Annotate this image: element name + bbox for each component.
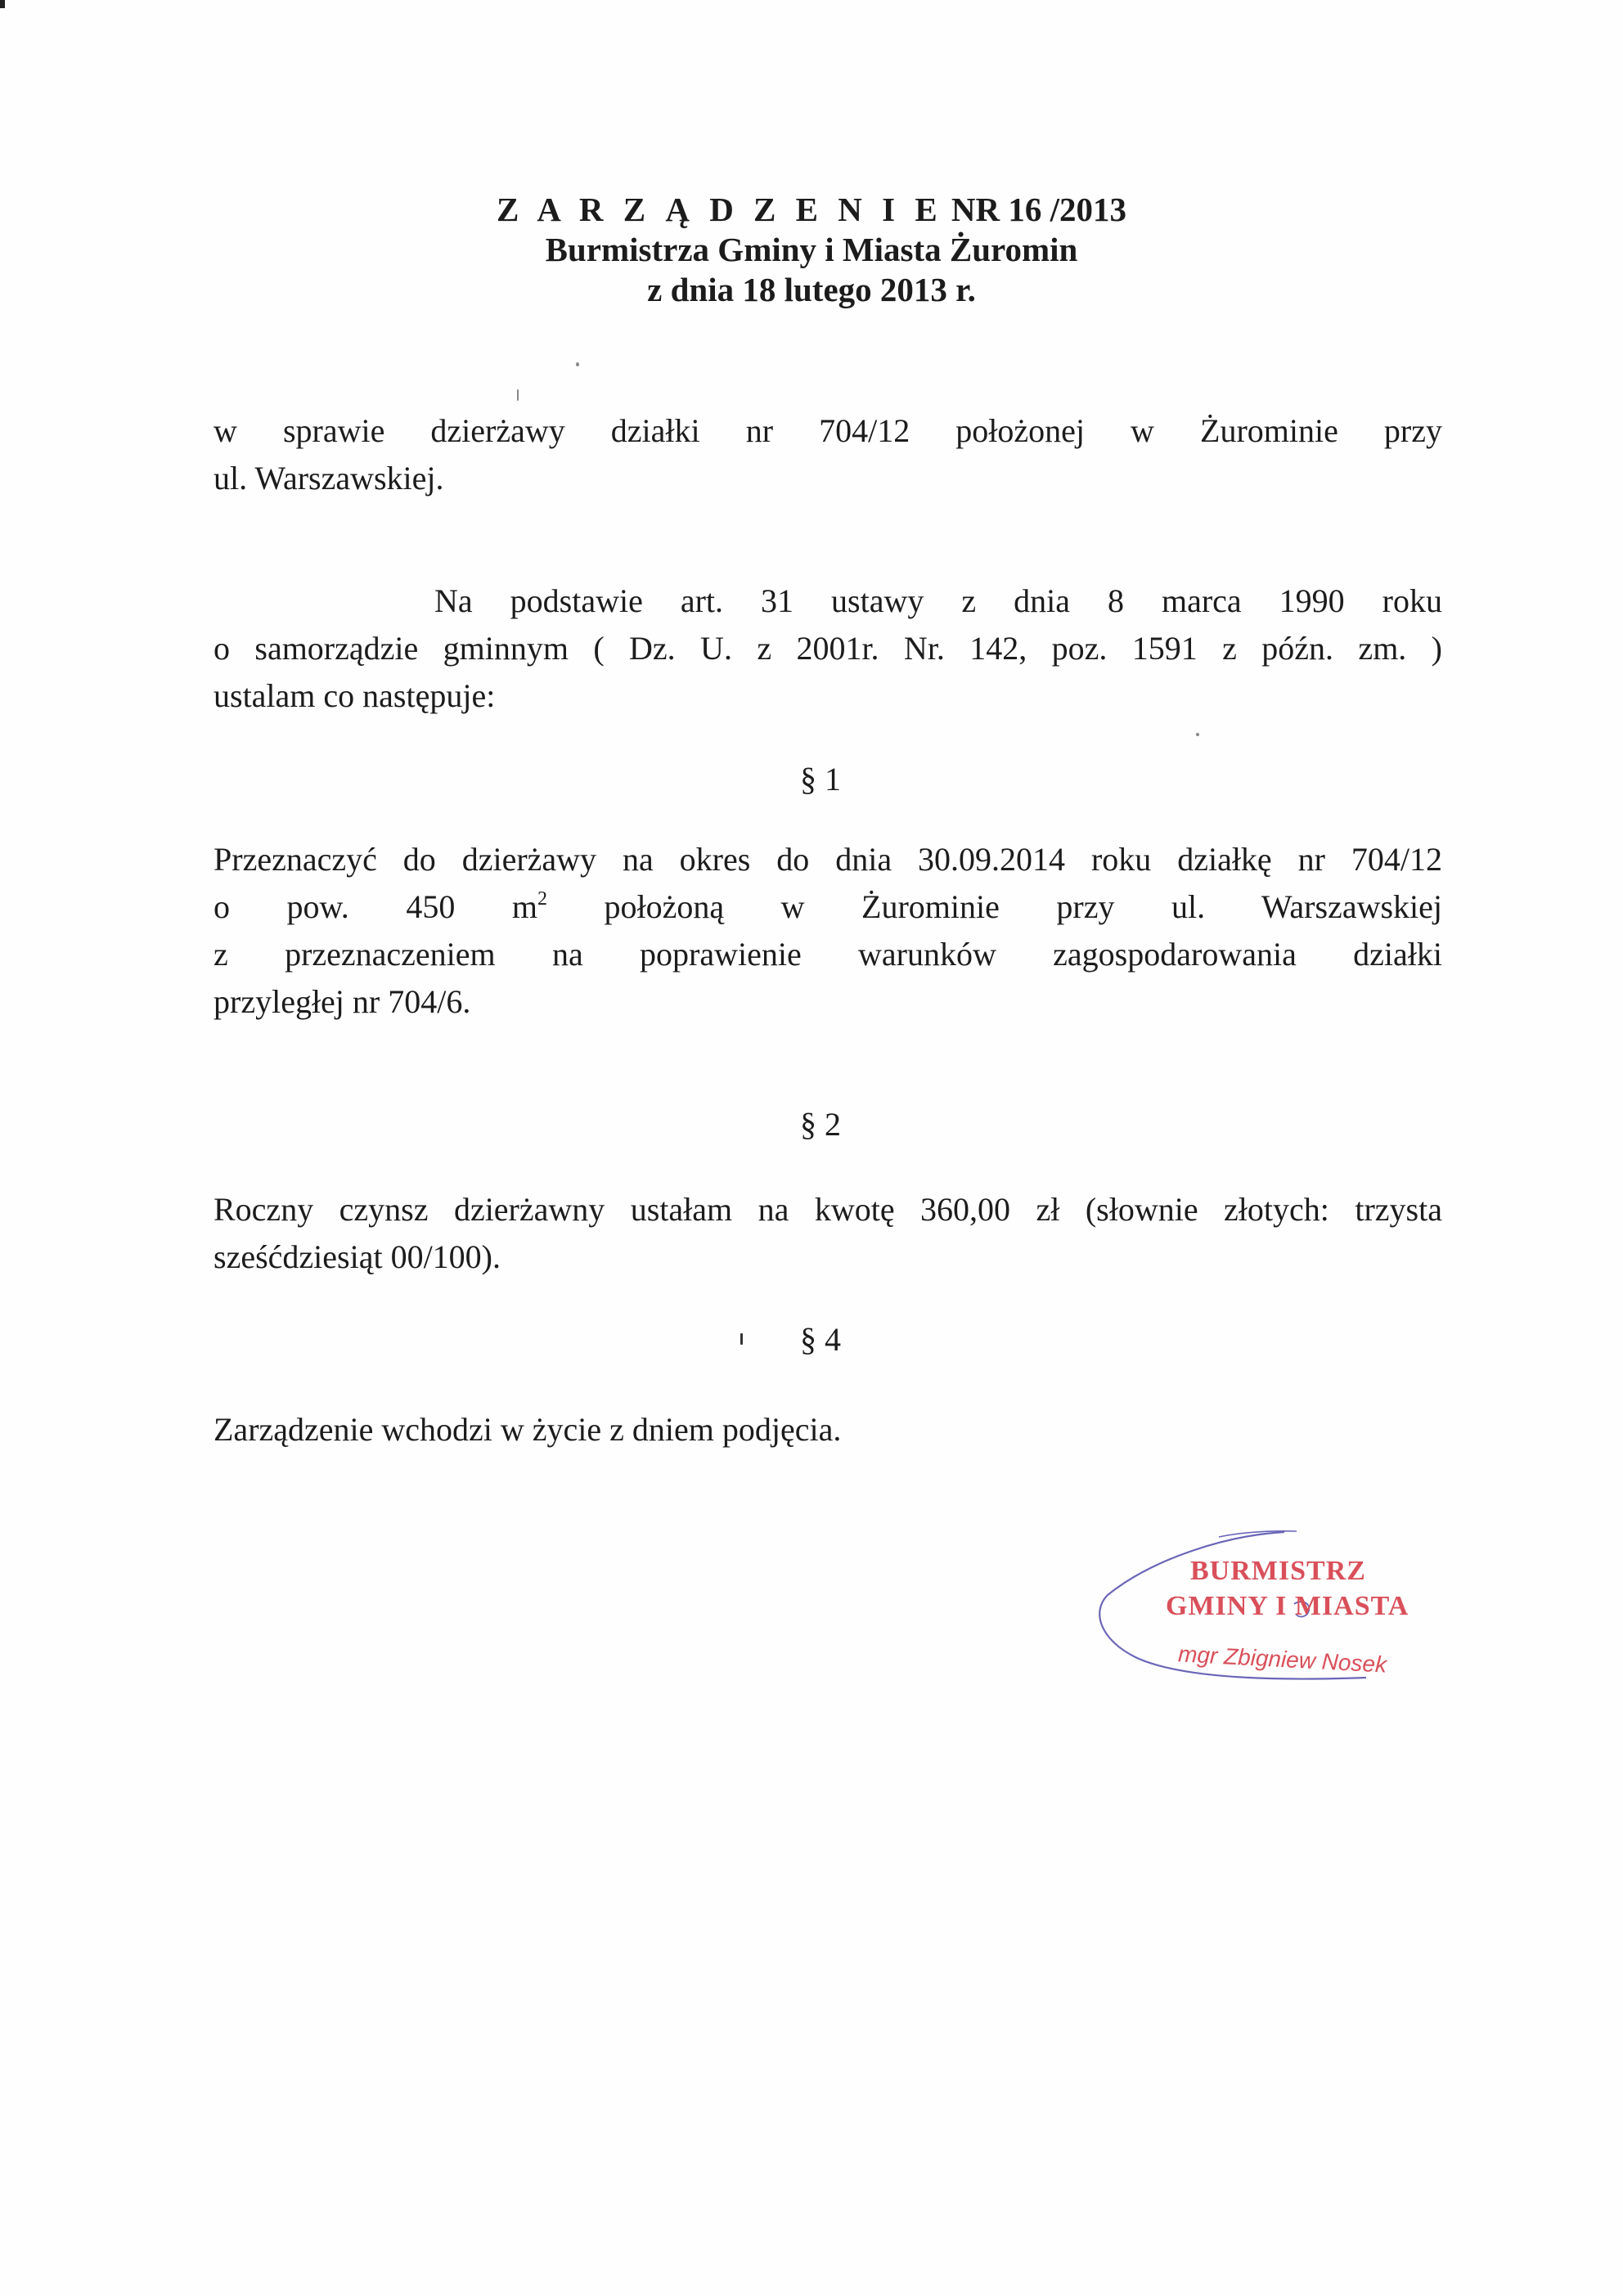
superscript-2: 2 — [537, 888, 547, 910]
legal-basis-line-3: ustalam co następuje: — [214, 677, 496, 714]
area-text: o pow. 450 m — [214, 888, 537, 925]
document-header — [0, 190, 1623, 310]
stamp-office: GMINY I MIASTA — [1166, 1591, 1409, 1621]
subject-line-2: ul. Warszawskiej. — [214, 460, 444, 496]
section-2-body — [214, 1186, 1442, 1281]
stamp-signatory: mgr Zbigniew Nosek — [1177, 1641, 1387, 1678]
section-1-line-4: przyległej nr 704/6. — [214, 983, 471, 1020]
section-1-line-3: z przeznaczeniem na poprawienie warunków zagospodarowania działki — [214, 936, 1442, 973]
section-mark-4: § 4 — [800, 1321, 841, 1358]
scan-speck — [517, 389, 519, 401]
section-2-line-2: sześćdziesiąt 00/100). — [214, 1238, 501, 1275]
section-4-line-1: Zarządzenie wchodzi w życie z dniem podjęcia. — [214, 1411, 842, 1448]
document-title — [0, 190, 1623, 230]
scan-speck — [1196, 733, 1199, 736]
legal-basis-paragraph — [214, 577, 1442, 720]
section-mark-2: § 2 — [800, 1106, 841, 1143]
signature-graphic — [1096, 1525, 1440, 1722]
official-stamp — [1096, 1525, 1440, 1722]
section-1-line-1: Przeznaczyć do dzierżawy na okres do dnia 30.09.2014 roku działkę nr 704/12 — [214, 841, 1442, 878]
section-1-line-2 — [214, 883, 1442, 931]
subject-paragraph — [214, 407, 1442, 502]
stamp-title: BURMISTRZ — [1190, 1556, 1366, 1586]
scan-speck — [576, 362, 579, 366]
legal-basis-line-1: Na podstawie art. 31 ustawy z dnia 8 marca 1990 roku — [434, 582, 1442, 619]
legal-basis-line-2: o samorządzie gminnym ( Dz. U. z 2001r. Nr. 142, poz. 1591 z późn. zm. ) — [214, 630, 1442, 667]
scan-speck — [740, 1333, 743, 1345]
date-line: z dnia 18 lutego 2013 r. — [647, 271, 976, 308]
section-2-line-1: Roczny czynsz dzierżawny ustałam na kwotę 360,00 zł (słownie złotych: trzysta — [214, 1191, 1442, 1228]
section-mark-1: § 1 — [800, 761, 841, 798]
subject-line-1: w sprawie dzierżawy działki nr 704/12 położonej w Żurominie przy — [214, 412, 1442, 449]
scan-edge-mark — [0, 0, 5, 8]
title-prefix: Z A R Z Ą D Z E N I E — [496, 191, 943, 228]
issuer-line: Burmistrza Gminy i Miasta Żuromin — [545, 231, 1078, 268]
title-number: NR 16 /2013 — [951, 191, 1127, 228]
section-1-body — [214, 836, 1442, 1026]
location-text: położoną w Żurominie przy ul. Warszawskiej — [546, 888, 1442, 925]
section-4-body — [214, 1406, 1442, 1454]
